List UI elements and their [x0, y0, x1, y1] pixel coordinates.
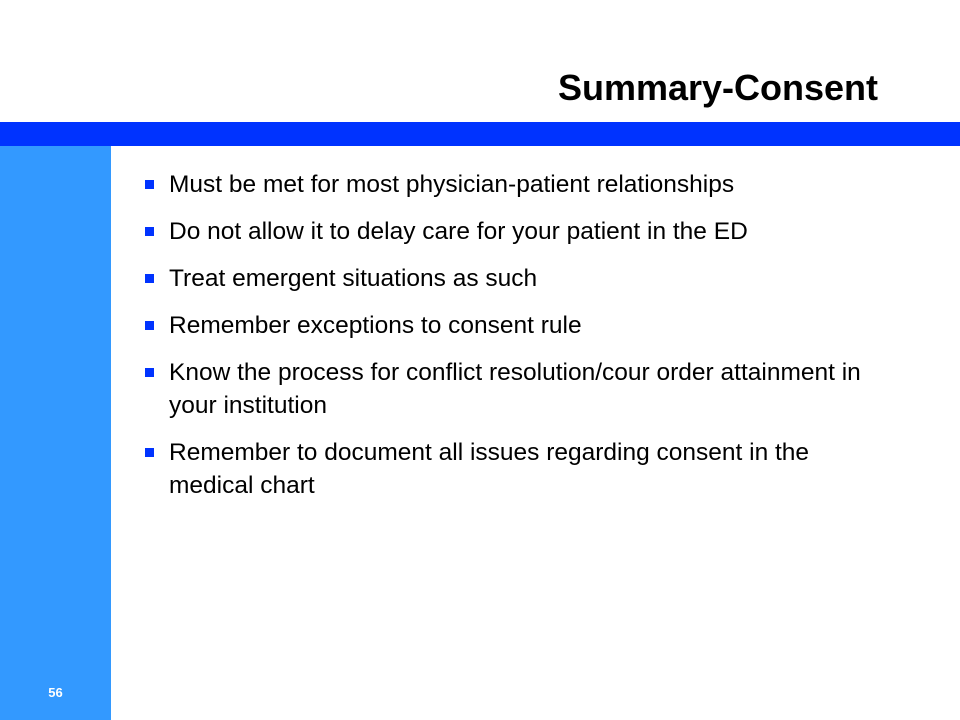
bullet-item	[145, 436, 885, 502]
bullet-text: Know the process for conflict resolution/cour order attainment in your institution	[169, 359, 861, 419]
bullet-item	[145, 309, 885, 342]
bullet-item	[145, 168, 885, 201]
bullet-text: Remember to document all issues regarding consent in the medical chart	[169, 439, 810, 499]
slide-title: Summary-Consent	[557, 67, 878, 108]
square-bullet-icon	[145, 448, 154, 457]
square-bullet-icon	[145, 368, 154, 377]
square-bullet-icon	[145, 274, 154, 283]
square-bullet-icon	[145, 180, 154, 189]
bullet-text: Treat emergent situations as such	[169, 265, 538, 292]
bullet-text: Must be met for most physician-patient relationships	[169, 171, 735, 198]
title-divider-bar	[0, 122, 960, 146]
bullet-list	[145, 168, 885, 516]
bullet-text: Do not allow it to delay care for your patient in the ED	[169, 218, 748, 245]
bullet-item	[145, 356, 885, 422]
square-bullet-icon	[145, 321, 154, 330]
bullet-text: Remember exceptions to consent rule	[169, 312, 582, 339]
bullet-item	[145, 262, 885, 295]
bullet-item	[145, 215, 885, 248]
slide-number: 56	[48, 685, 63, 700]
left-sidebar-bar	[0, 146, 111, 720]
square-bullet-icon	[145, 227, 154, 236]
